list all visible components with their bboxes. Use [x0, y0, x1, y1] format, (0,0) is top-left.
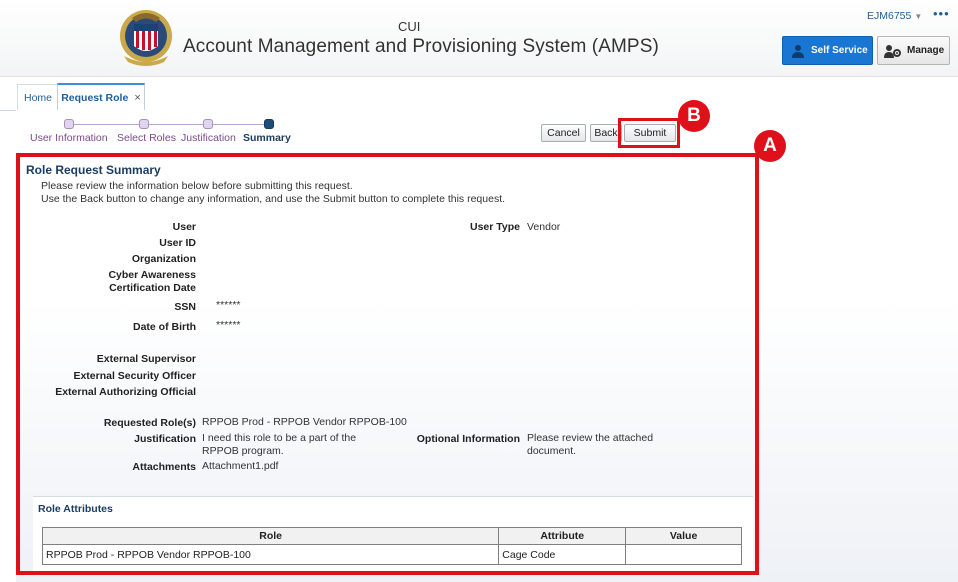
- column-header-value: Value: [626, 528, 742, 545]
- cyber-awareness-label: Cyber Awareness: [108, 269, 196, 281]
- external-supervisor-label: External Supervisor: [96, 353, 196, 365]
- tab-home[interactable]: Home: [17, 84, 59, 110]
- user-label: User: [172, 221, 196, 233]
- justification-label: Justification: [134, 433, 196, 445]
- summary-title: Role Request Summary: [26, 163, 161, 177]
- callout-badge-a: A: [754, 130, 786, 162]
- optional-information-label: Optional Information: [416, 433, 520, 445]
- optional-information-value: document.: [527, 445, 577, 457]
- justification-value: RPPOB program.: [202, 445, 284, 457]
- manage-button[interactable]: [877, 36, 950, 65]
- more-options-icon[interactable]: •••: [933, 6, 950, 21]
- train-step-summary-icon: [264, 119, 274, 129]
- tab-request-role-label: Request Role: [61, 91, 129, 104]
- external-authorizing-official-label: External Authorizing Official: [55, 386, 196, 398]
- ssn-value: ******: [216, 299, 241, 311]
- person-gear-icon: [884, 44, 902, 58]
- organization-label: Organization: [131, 253, 196, 265]
- train-step-user-information[interactable]: User Information: [30, 132, 108, 144]
- close-icon[interactable]: ×: [134, 91, 141, 104]
- cyber-awareness-label: Certification Date: [109, 282, 196, 294]
- train-step-summary: Summary: [243, 132, 291, 144]
- optional-information-value: Please review the attached: [527, 432, 654, 444]
- train-connector: [70, 124, 270, 125]
- ssn-label: SSN: [174, 301, 196, 313]
- self-service-button[interactable]: [782, 36, 873, 65]
- manage-label: Manage: [907, 45, 945, 56]
- user-type-label: User Type: [470, 221, 520, 233]
- date-of-birth-value: ******: [216, 319, 241, 331]
- app-title: Account Management and Provisioning System (AMPS): [183, 36, 659, 57]
- user-type-value: Vendor: [527, 221, 561, 233]
- external-security-officer-label: External Security Officer: [73, 370, 196, 382]
- user-menu[interactable]: [867, 10, 922, 22]
- tab-request-role[interactable]: [57, 83, 145, 111]
- train-step-justification-icon[interactable]: [203, 119, 213, 129]
- column-header-attribute: Attribute: [499, 528, 626, 545]
- requested-roles-value: RPPOB Prod - RPPOB Vendor RPPOB-100: [202, 416, 407, 428]
- back-button[interactable]: Back: [590, 124, 622, 142]
- attachment-link[interactable]: Attachment1.pdf: [202, 460, 279, 472]
- user-id-label: User ID: [159, 237, 196, 249]
- train-step-justification[interactable]: Justification: [181, 132, 236, 144]
- agency-seal-logo: [118, 6, 174, 70]
- chevron-down-icon: ▼: [914, 12, 923, 21]
- callout-badge-b: B: [678, 100, 710, 132]
- attachments-label: Attachments: [132, 461, 196, 473]
- submit-button[interactable]: Submit: [624, 124, 676, 142]
- summary-highlight-box: [16, 153, 759, 575]
- train-step-select-roles-icon[interactable]: [139, 119, 149, 129]
- username: EJM6755: [867, 10, 912, 22]
- role-attributes-title: Role Attributes: [38, 503, 113, 515]
- attribute-cell: Cage Code: [499, 545, 626, 565]
- summary-instruction: Please review the information below before submitting this request.: [41, 180, 353, 192]
- classification-label: CUI: [398, 19, 421, 34]
- requested-roles-label: Requested Role(s): [103, 417, 196, 429]
- self-service-label: Self Service: [811, 45, 868, 56]
- submit-highlight-box: [618, 118, 680, 148]
- role-cell: RPPOB Prod - RPPOB Vendor RPPOB-100: [43, 545, 499, 565]
- column-header-role: Role: [43, 528, 499, 545]
- person-icon: [791, 44, 805, 58]
- summary-instruction: Use the Back button to change any information, and use the Submit button to complete this request.: [41, 193, 506, 205]
- train-step-user-information-icon[interactable]: [64, 119, 74, 129]
- date-of-birth-label: Date of Birth: [133, 321, 196, 333]
- train-step-select-roles[interactable]: Select Roles: [117, 132, 176, 144]
- justification-value: I need this role to be a part of the: [202, 432, 357, 444]
- cancel-button[interactable]: Cancel: [541, 124, 586, 142]
